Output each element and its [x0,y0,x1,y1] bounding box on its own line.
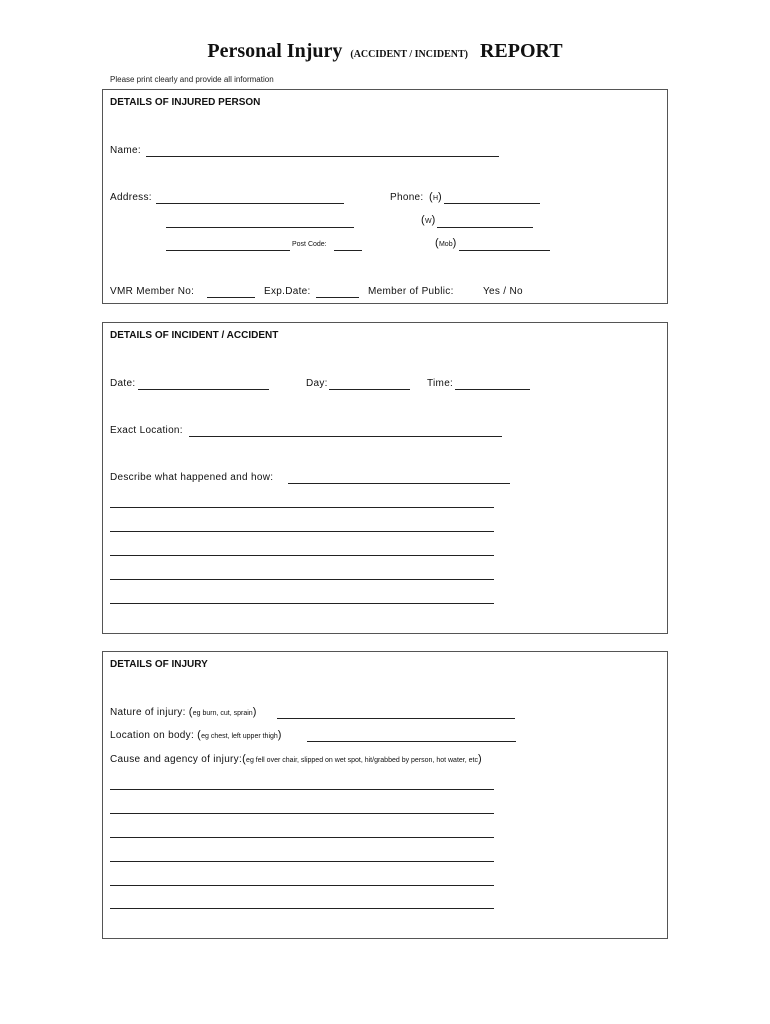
injury-heading: DETAILS OF INJURY [110,659,208,670]
member-public-options[interactable]: Yes / No [483,286,523,297]
cause-hint: eg fell over chair, slipped on wet spot, hit/grabbed by person, hot water, etc [246,757,478,764]
exp-date-label: Exp.Date: [264,286,311,297]
phone-mobile-field[interactable] [459,250,550,251]
incident-section [102,322,668,634]
injured-person-heading: DETAILS OF INJURED PERSON [110,97,261,108]
injured-person-section [102,89,668,304]
injury-section [102,651,668,939]
cause-line-4[interactable] [110,861,494,862]
exp-date-field[interactable] [316,297,359,298]
location-field[interactable] [189,436,502,437]
describe-line-2[interactable] [110,531,494,532]
phone-home-field[interactable] [444,203,540,204]
describe-field-0[interactable] [288,483,510,484]
page-title [0,40,770,63]
time-label: Time: [427,378,454,389]
member-public-label: Member of Public: [368,286,454,297]
body-location-label: Location on body: (eg chest, left upper thigh) [110,729,282,741]
name-label: Name: [110,145,141,156]
body-location-field[interactable] [307,741,516,742]
cause-line-5[interactable] [110,885,494,886]
nature-label: Nature of injury: (eg burn, cut, sprain) [110,706,257,718]
title-sub: (ACCIDENT / INCIDENT) [350,49,468,60]
title-main: Personal Injury [207,40,343,62]
phone-work-field[interactable] [437,227,533,228]
describe-line-3[interactable] [110,555,494,556]
instructions: Please print clearly and provide all information [110,75,274,84]
location-label: Exact Location: [110,425,183,436]
member-no-field[interactable] [207,297,255,298]
title-report: REPORT [479,40,563,62]
cause-line-1[interactable] [110,789,494,790]
date-label: Date: [110,378,136,389]
cause-label: Cause and agency of injury:(eg fell over chair, slipped on wet spot, hit/grabbed by person, hot water, etc) [110,753,482,765]
name-field[interactable] [146,156,499,157]
address-field-2[interactable] [166,227,354,228]
postcode-field[interactable] [334,250,362,251]
day-field[interactable] [329,389,410,390]
address-field-1[interactable] [156,203,344,204]
day-label: Day: [306,378,328,389]
address-field-3[interactable] [166,250,290,251]
nature-field[interactable] [277,718,515,719]
incident-heading: DETAILS OF INCIDENT / ACCIDENT [110,330,279,341]
phone-mobile-label: (Mob) [435,237,457,249]
phone-home-label: (H) [429,191,442,203]
date-field[interactable] [138,389,269,390]
describe-line-1[interactable] [110,507,494,508]
cause-line-2[interactable] [110,813,494,814]
describe-line-4[interactable] [110,579,494,580]
nature-hint: eg burn, cut, sprain [192,710,253,717]
describe-label: Describe what happened and how: [110,472,274,483]
body-location-hint: eg chest, left upper thigh [201,733,278,740]
member-no-label: VMR Member No: [110,286,195,297]
describe-line-5[interactable] [110,603,494,604]
address-label: Address: [110,192,152,203]
cause-line-6[interactable] [110,908,494,909]
postcode-label: Post Code: [292,241,327,248]
cause-line-3[interactable] [110,837,494,838]
time-field[interactable] [455,389,530,390]
phone-work-label: (W) [421,214,436,226]
phone-label: Phone: [390,192,424,203]
